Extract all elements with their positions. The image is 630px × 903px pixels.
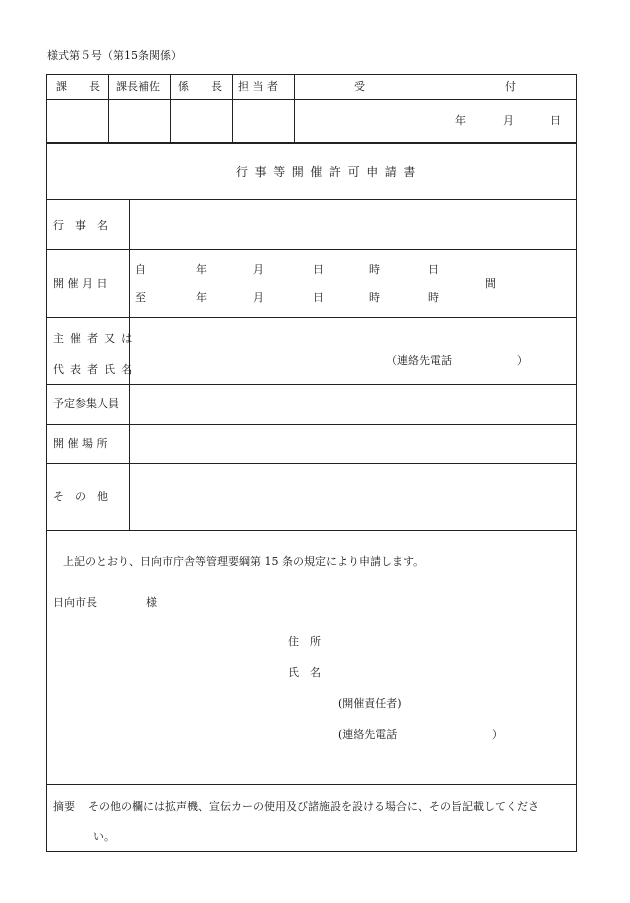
event-name-label: 行 事 名 [53, 219, 108, 232]
stamp-box-staff[interactable] [233, 100, 294, 142]
field-divider-6 [46, 463, 577, 464]
addressee: 日向市長 [53, 596, 97, 609]
field-divider-2 [46, 249, 577, 250]
reception-date-year: 年 [455, 114, 466, 127]
approval-header-staff: 担 当 者 [238, 80, 278, 93]
note-label: 摘要 [53, 800, 75, 813]
applicant-phone-open: (連絡先電話 [338, 728, 398, 741]
field-divider-5 [46, 424, 577, 425]
applicant-address-label: 住 所 [288, 635, 321, 648]
responsible-person-label: (開催責任者) [338, 697, 402, 710]
reception-label-2: 付 [505, 80, 516, 93]
to-day-label: 日 [313, 291, 324, 304]
reception-label: 受 [354, 80, 365, 93]
to-year-label: 年 [196, 291, 207, 304]
organizer-label-line1: 主催者又は [53, 332, 139, 345]
venue-label: 開 催 場 所 [53, 437, 108, 450]
organizer-phone-close: ） [517, 354, 528, 367]
form-title: 行事等開催許可申請書 [236, 165, 423, 179]
approval-col-divider-4 [294, 74, 295, 143]
participants-label: 予定参集人員 [53, 397, 119, 410]
stamp-box-subsection-chief[interactable] [171, 100, 232, 142]
venue-field[interactable] [131, 426, 575, 462]
applicant-name-label: 氏 名 [288, 666, 321, 679]
other-field[interactable] [131, 465, 575, 529]
declaration-text: 上記のとおり、日向市庁舎等管理要綱第 15 条の規定により申請します。 [63, 555, 425, 568]
date-from-label: 自 [135, 263, 146, 276]
field-divider-7 [46, 530, 577, 531]
participants-field[interactable] [131, 386, 575, 423]
from-day-label: 日 [313, 263, 324, 276]
approval-header-deputy-chief: 課長補佐 [116, 80, 160, 93]
from-hour-label: 時 [369, 263, 380, 276]
approval-section-divider [46, 142, 577, 144]
days-label: 日 [428, 263, 439, 276]
reception-date-month: 月 [503, 114, 514, 127]
stamp-box-section-chief[interactable] [47, 100, 108, 142]
applicant-phone-close: ） [492, 728, 503, 741]
field-divider-3 [46, 317, 577, 318]
to-hour-label-2: 時 [428, 291, 439, 304]
period-label: 間 [485, 277, 496, 290]
approval-header-subsection-chief: 係 長 [178, 80, 222, 93]
approval-header-section-chief: 課 長 [56, 80, 100, 93]
event-dates-field[interactable] [131, 251, 575, 316]
organizer-phone-open: （連絡先電話 [386, 354, 452, 367]
dates-label: 開 催 月 日 [53, 277, 108, 290]
table-border-bottom [46, 851, 577, 852]
addressee-honorific: 様 [146, 596, 157, 609]
stamp-box-deputy-chief[interactable] [109, 100, 170, 142]
to-hour-label: 時 [369, 291, 380, 304]
applicant-phone-field[interactable] [400, 724, 488, 744]
applicant-name-field[interactable] [330, 661, 570, 681]
event-name-field[interactable] [131, 201, 575, 248]
reception-date-day: 日 [550, 114, 561, 127]
table-border-top [46, 74, 577, 75]
field-divider-4 [46, 384, 577, 385]
form-number: 様式第５号（第15条関係） [47, 49, 182, 62]
note-divider [46, 784, 577, 785]
applicant-address-field[interactable] [330, 630, 570, 650]
organizer-field[interactable] [131, 319, 575, 383]
from-month-label: 月 [253, 263, 264, 276]
note-text-line1: その他の欄には拡声機、宣伝カーの使用及び諸施設を設ける場合に、その旨記載してくださ [88, 800, 539, 813]
organizer-label-line2: 代表者氏名 [53, 363, 139, 376]
note-text-line2: い。 [93, 830, 115, 843]
date-to-label: 至 [135, 291, 146, 304]
field-divider-1 [46, 199, 577, 200]
to-month-label: 月 [253, 291, 264, 304]
from-year-label: 年 [196, 263, 207, 276]
other-label: そ の 他 [53, 490, 108, 503]
